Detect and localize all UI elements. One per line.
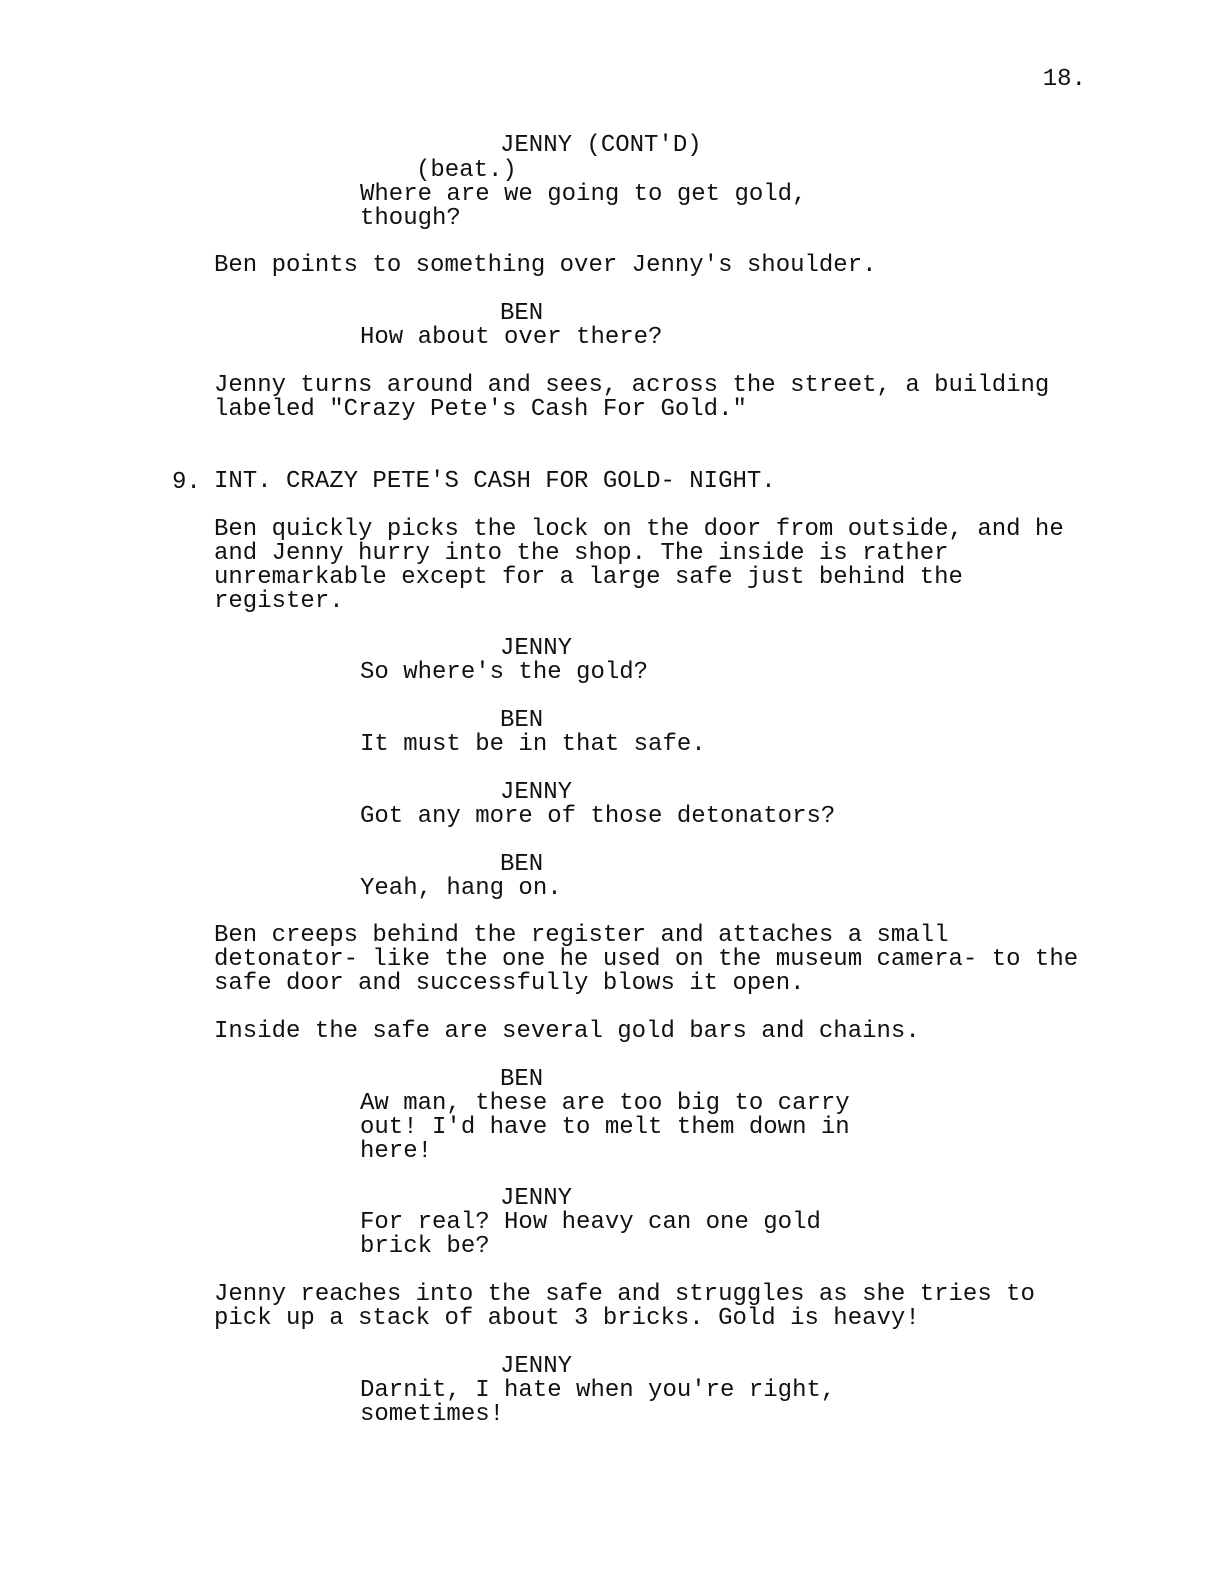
character-name: JENNY [500, 1353, 573, 1380]
dialogue-line: here! [360, 1138, 433, 1165]
action-line: Ben creeps behind the register and attaches a small [214, 922, 949, 949]
dialogue-line: brick be? [360, 1233, 490, 1260]
action-line: unremarkable except for a large safe just behind the [214, 564, 963, 591]
character-name: BEN [500, 707, 544, 734]
action-line: and Jenny hurry into the shop. The inside is rather [214, 540, 949, 567]
action-line: register. [214, 588, 344, 615]
action-line: pick up a stack of about 3 bricks. Gold is heavy! [214, 1305, 920, 1332]
character-name: BEN [500, 851, 544, 878]
parenthetical: (beat.) [416, 157, 517, 184]
action-line: safe door and successfully blows it open. [214, 970, 805, 997]
character-name: JENNY [500, 779, 573, 806]
character-name: JENNY (CONT'D) [500, 132, 702, 159]
dialogue-line: though? [360, 205, 461, 232]
action-line: Jenny reaches into the safe and struggles as she tries to [214, 1281, 1035, 1308]
action-line: Inside the safe are several gold bars and chains. [214, 1018, 920, 1045]
dialogue-line: Where are we going to get gold, [360, 181, 807, 208]
dialogue-line: How about over there? [360, 324, 663, 351]
dialogue-line: So where's the gold? [360, 659, 649, 686]
dialogue-line: out! I'd have to melt them down in [360, 1114, 850, 1141]
page-number: 18. [1042, 66, 1086, 93]
dialogue-line: sometimes! [360, 1401, 505, 1428]
action-line: detonator- like the one he used on the museum camera- to the [214, 946, 1079, 973]
character-name: BEN [500, 1066, 544, 1093]
dialogue-line: For real? How heavy can one gold [360, 1209, 821, 1236]
action-line: Ben points to something over Jenny's shoulder. [214, 252, 877, 279]
character-name: JENNY [500, 1185, 573, 1212]
scene-heading: INT. CRAZY PETE'S CASH FOR GOLD- NIGHT. [214, 468, 776, 495]
action-line: Jenny turns around and sees, across the street, a building [214, 372, 1050, 399]
scene-number: 9. [172, 469, 201, 496]
dialogue-line: Aw man, these are too big to carry [360, 1090, 850, 1117]
dialogue-line: Yeah, hang on. [360, 875, 562, 902]
action-line: Ben quickly picks the lock on the door from outside, and he [214, 516, 1064, 543]
dialogue-line: It must be in that safe. [360, 731, 706, 758]
action-line: labeled "Crazy Pete's Cash For Gold." [214, 396, 747, 423]
character-name: JENNY [500, 635, 573, 662]
character-name: BEN [500, 300, 544, 327]
dialogue-line: Darnit, I hate when you're right, [360, 1377, 836, 1404]
dialogue-line: Got any more of those detonators? [360, 803, 836, 830]
